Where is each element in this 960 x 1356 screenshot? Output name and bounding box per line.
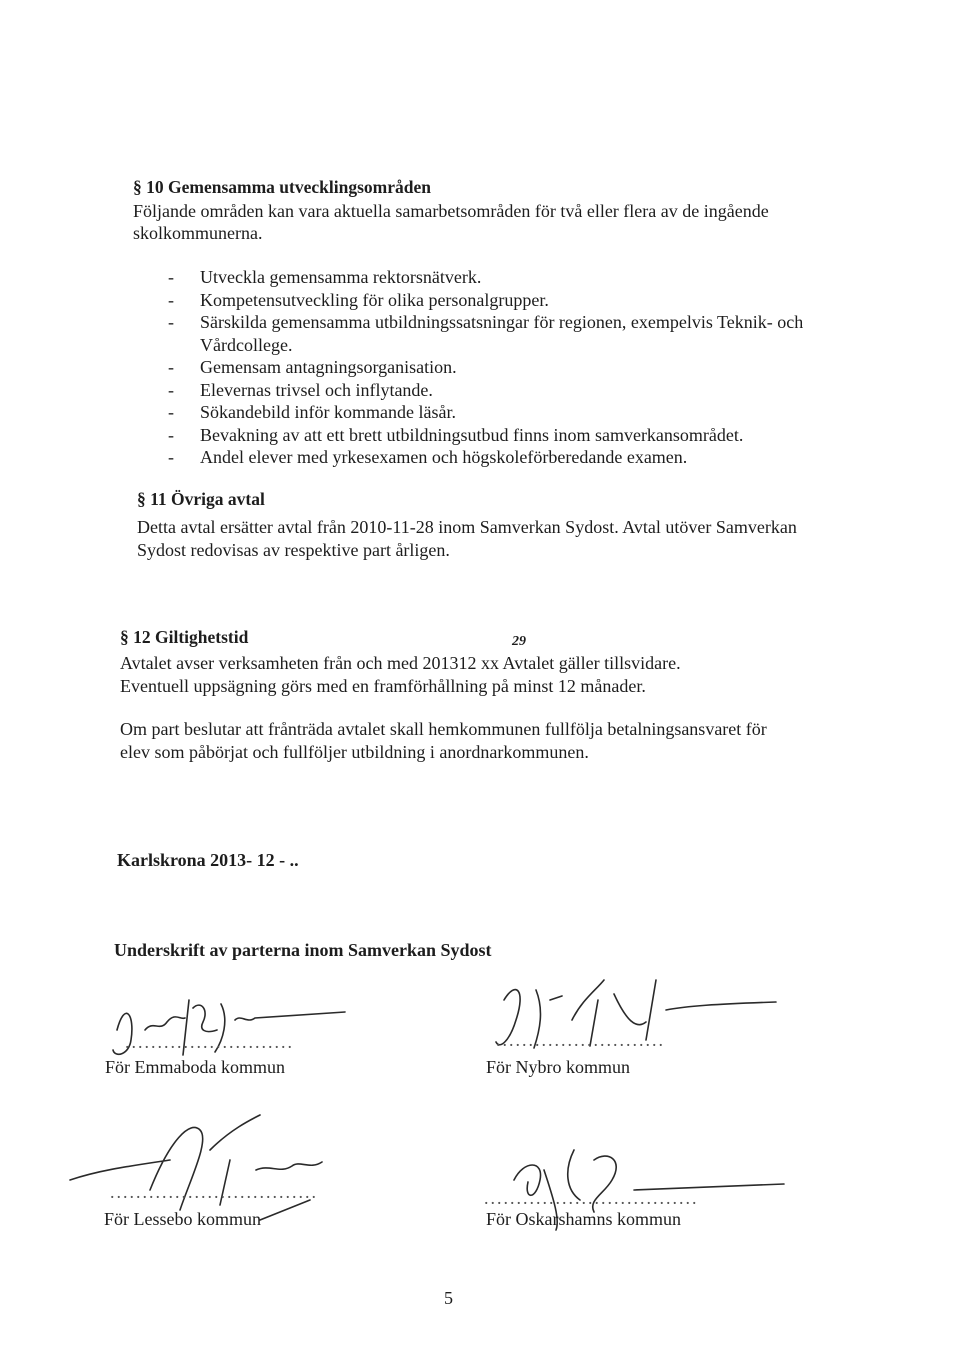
- list-item: - Särskilda gemensamma utbildningssatsningar för regionen, exempelvis Teknik- och: [168, 312, 804, 332]
- section-11-heading: § 11 Övriga avtal: [137, 489, 265, 509]
- signature-line: ..........................: [496, 1030, 665, 1050]
- section-12-heading: § 12 Giltighetstid: [120, 627, 249, 647]
- list-item: - Gemensam antagningsorganisation.: [168, 357, 457, 377]
- signature-block-lessebo: [100, 1120, 400, 1240]
- section-11-line-2: Sydost redovisas av respektive part årligen.: [137, 540, 450, 560]
- section-10-intro-line-1: Följande områden kan vara aktuella samarbetsområden för två eller flera av de ingående: [133, 201, 769, 221]
- signing-date: Karlskrona 2013- 12 - ..: [117, 850, 299, 870]
- signature-emmaboda-icon: [105, 960, 365, 1070]
- list-item: - Bevakning av att ett brett utbildningsutbud finns inom samverkansområdet.: [168, 424, 744, 445]
- page-number: 5: [444, 1288, 453, 1308]
- list-item: - Elevernas trivsel och inflytande.: [168, 379, 433, 400]
- list-item: - Kompetensutveckling för olika personalgrupper.: [168, 289, 549, 310]
- list-item: - Andel elever med yrkesexamen och högskoleförberedande examen.: [168, 447, 688, 467]
- list-item: - Sökandebild inför kommande läsår.: [168, 402, 456, 422]
- section-10-heading: § 10 Gemensamma utvecklingsområden: [133, 177, 431, 197]
- signature-label-lessebo: För Lessebo kommun: [104, 1209, 261, 1229]
- list-item-continuation: Vårdcollege.: [200, 334, 293, 355]
- signatures-heading: Underskrift av parterna inom Samverkan Sydost: [114, 940, 492, 960]
- signature-label-oskarshamn: För Oskarshamns kommun: [486, 1209, 681, 1229]
- section-12-para-2-line-2: elev som påbörjat och fullföljer utbildning i anordnarkommunen.: [120, 742, 589, 762]
- signature-block-oskarshamn: [484, 1120, 784, 1240]
- section-11-line-1: Detta avtal ersätter avtal från 2010-11-28 inom Samverkan Sydost. Avtal utöver Samverkan: [137, 517, 797, 537]
- signature-block-emmaboda: [105, 960, 405, 1080]
- signature-line: ................................: [110, 1182, 318, 1202]
- signature-label-emmaboda: För Emmaboda kommun: [105, 1057, 285, 1077]
- section-12-line-1: Avtalet avser verksamheten från och med 201312 xx Avtalet gäller tillsvidare.: [120, 653, 681, 673]
- section-12-line-2: Eventuell uppsägning görs med en framförhållning på minst 12 månader.: [120, 676, 646, 696]
- handwritten-correction: 29: [512, 634, 526, 649]
- section-10-intro-line-2: skolkommunerna.: [133, 223, 263, 243]
- signature-line: ..........................: [125, 1032, 294, 1052]
- signature-line: .................................: [484, 1188, 699, 1208]
- signature-label-nybro: För Nybro kommun: [486, 1057, 630, 1077]
- section-10-list: [168, 266, 868, 469]
- list-item: - Utveckla gemensamma rektorsnätverk.: [168, 267, 482, 287]
- signature-nybro-icon: [486, 960, 786, 1070]
- signature-block-nybro: [486, 960, 786, 1080]
- section-12-para-2-line-1: Om part beslutar att frånträda avtalet skall hemkommunen fullfölja betalningsansvaret för: [120, 719, 767, 739]
